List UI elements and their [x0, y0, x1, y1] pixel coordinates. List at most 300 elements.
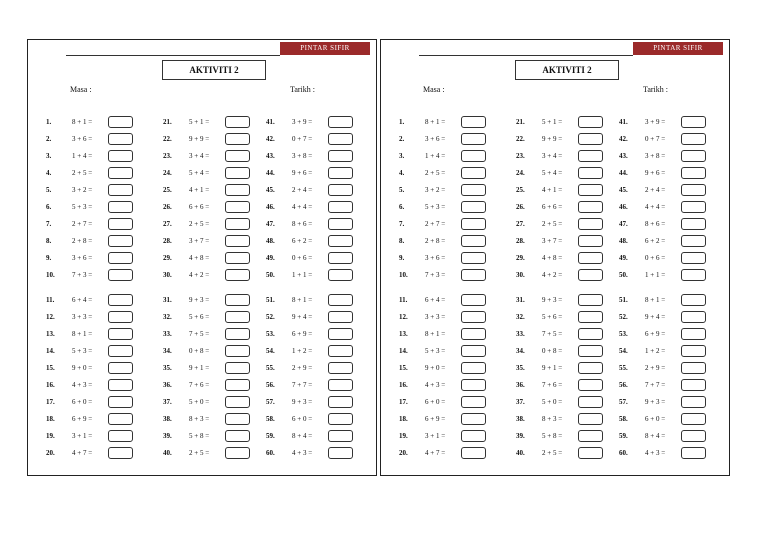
question-expression: 9 + 6 =	[645, 169, 666, 177]
answer-box[interactable]	[108, 345, 133, 357]
question-expression: 9 + 1 =	[189, 364, 210, 372]
answer-box[interactable]	[578, 133, 603, 145]
question-item	[516, 268, 603, 282]
question-expression: 2 + 9 =	[645, 364, 666, 372]
question-number: 27.	[163, 220, 172, 228]
answer-box[interactable]	[328, 252, 353, 264]
answer-box[interactable]	[681, 413, 706, 425]
question-expression: 3 + 6 =	[425, 135, 446, 143]
answer-box[interactable]	[461, 235, 486, 247]
question-number: 17.	[46, 398, 55, 406]
question-item	[399, 234, 486, 248]
question-number: 11.	[399, 296, 408, 304]
answer-box[interactable]	[108, 294, 133, 306]
brand-badge: PINTAR SIFIR	[633, 42, 723, 55]
answer-box[interactable]	[578, 396, 603, 408]
answer-box[interactable]	[461, 396, 486, 408]
question-expression: 2 + 5 =	[189, 220, 210, 228]
answer-box[interactable]	[461, 328, 486, 340]
question-item	[266, 310, 353, 324]
answer-box[interactable]	[225, 269, 250, 281]
question-number: 49.	[619, 254, 628, 262]
answer-box[interactable]	[225, 447, 250, 459]
question-item	[46, 200, 133, 214]
question-item	[399, 293, 486, 307]
answer-box[interactable]	[578, 269, 603, 281]
answer-box[interactable]	[328, 235, 353, 247]
answer-box[interactable]	[681, 150, 706, 162]
question-number: 32.	[163, 313, 172, 321]
question-item	[619, 217, 706, 231]
question-item	[266, 234, 353, 248]
answer-box[interactable]	[461, 311, 486, 323]
answer-box[interactable]	[225, 413, 250, 425]
question-item	[163, 429, 250, 443]
answer-box[interactable]	[461, 201, 486, 213]
question-expression: 7 + 6 =	[189, 381, 210, 389]
answer-box[interactable]	[578, 447, 603, 459]
question-number: 34.	[516, 347, 525, 355]
question-expression: 3 + 6 =	[72, 135, 93, 143]
answer-box[interactable]	[225, 252, 250, 264]
question-expression: 0 + 8 =	[542, 347, 563, 355]
answer-box[interactable]	[225, 396, 250, 408]
question-item	[399, 395, 486, 409]
answer-box[interactable]	[225, 201, 250, 213]
answer-box[interactable]	[578, 362, 603, 374]
question-item	[163, 395, 250, 409]
answer-box[interactable]	[461, 379, 486, 391]
question-expression: 8 + 4 =	[645, 432, 666, 440]
answer-box[interactable]	[225, 150, 250, 162]
answer-box[interactable]	[681, 235, 706, 247]
question-number: 2.	[46, 135, 52, 143]
question-expression: 5 + 3 =	[425, 347, 446, 355]
question-expression: 7 + 7 =	[292, 381, 313, 389]
question-number: 23.	[163, 152, 172, 160]
answer-box[interactable]	[578, 150, 603, 162]
question-item	[163, 183, 250, 197]
question-number: 47.	[266, 220, 275, 228]
answer-box[interactable]	[328, 201, 353, 213]
answer-box[interactable]	[578, 311, 603, 323]
answer-box[interactable]	[681, 362, 706, 374]
question-number: 46.	[619, 203, 628, 211]
question-number: 5.	[46, 186, 52, 194]
answer-box[interactable]	[108, 184, 133, 196]
answer-box[interactable]	[461, 150, 486, 162]
answer-box[interactable]	[328, 311, 353, 323]
question-expression: 0 + 8 =	[189, 347, 210, 355]
answer-box[interactable]	[225, 430, 250, 442]
answer-box[interactable]	[578, 345, 603, 357]
question-expression: 8 + 1 =	[645, 296, 666, 304]
answer-box[interactable]	[225, 294, 250, 306]
question-number: 52.	[266, 313, 275, 321]
answer-box[interactable]	[328, 167, 353, 179]
question-expression: 2 + 7 =	[72, 220, 93, 228]
answer-box[interactable]	[328, 328, 353, 340]
answer-box[interactable]	[108, 167, 133, 179]
question-item	[266, 412, 353, 426]
answer-box[interactable]	[225, 328, 250, 340]
answer-box[interactable]	[461, 184, 486, 196]
answer-box[interactable]	[225, 345, 250, 357]
question-item	[399, 251, 486, 265]
question-number: 39.	[516, 432, 525, 440]
answer-box[interactable]	[108, 311, 133, 323]
answer-box[interactable]	[578, 328, 603, 340]
question-item	[399, 327, 486, 341]
question-item	[619, 132, 706, 146]
question-number: 20.	[46, 449, 55, 457]
question-item	[46, 344, 133, 358]
question-item	[399, 132, 486, 146]
answer-box[interactable]	[578, 430, 603, 442]
answer-box[interactable]	[578, 167, 603, 179]
answer-box[interactable]	[108, 218, 133, 230]
answer-box[interactable]	[681, 328, 706, 340]
question-item	[619, 395, 706, 409]
answer-box[interactable]	[578, 379, 603, 391]
question-expression: 3 + 1 =	[72, 432, 93, 440]
answer-box[interactable]	[108, 116, 133, 128]
question-expression: 6 + 2 =	[292, 237, 313, 245]
answer-box[interactable]	[108, 396, 133, 408]
question-item	[399, 412, 486, 426]
answer-box[interactable]	[461, 252, 486, 264]
answer-box[interactable]	[225, 235, 250, 247]
answer-box[interactable]	[461, 116, 486, 128]
question-expression: 9 + 3 =	[645, 398, 666, 406]
question-number: 12.	[399, 313, 408, 321]
question-expression: 6 + 4 =	[72, 296, 93, 304]
answer-box[interactable]	[461, 345, 486, 357]
answer-box[interactable]	[681, 269, 706, 281]
question-number: 33.	[163, 330, 172, 338]
answer-box[interactable]	[225, 184, 250, 196]
answer-box[interactable]	[108, 150, 133, 162]
answer-box[interactable]	[681, 396, 706, 408]
question-expression: 1 + 2 =	[645, 347, 666, 355]
answer-box[interactable]	[681, 218, 706, 230]
answer-box[interactable]	[328, 133, 353, 145]
answer-box[interactable]	[681, 447, 706, 459]
question-number: 59.	[619, 432, 628, 440]
question-expression: 7 + 7 =	[645, 381, 666, 389]
answer-box[interactable]	[461, 269, 486, 281]
question-expression: 0 + 7 =	[292, 135, 313, 143]
question-expression: 4 + 7 =	[425, 449, 446, 457]
brand-badge: PINTAR SIFIR	[280, 42, 370, 55]
question-expression: 9 + 4 =	[645, 313, 666, 321]
question-item	[266, 115, 353, 129]
question-number: 49.	[266, 254, 275, 262]
question-number: 36.	[516, 381, 525, 389]
question-expression: 5 + 0 =	[189, 398, 210, 406]
question-item	[399, 183, 486, 197]
question-expression: 8 + 1 =	[292, 296, 313, 304]
question-item	[46, 251, 133, 265]
question-item	[163, 166, 250, 180]
question-number: 9.	[46, 254, 52, 262]
answer-box[interactable]	[225, 379, 250, 391]
answer-box[interactable]	[681, 133, 706, 145]
question-number: 24.	[163, 169, 172, 177]
answer-box[interactable]	[681, 167, 706, 179]
question-expression: 2 + 5 =	[189, 449, 210, 457]
question-expression: 2 + 8 =	[425, 237, 446, 245]
answer-box[interactable]	[328, 269, 353, 281]
question-expression: 4 + 8 =	[542, 254, 563, 262]
answer-box[interactable]	[108, 413, 133, 425]
question-expression: 5 + 6 =	[189, 313, 210, 321]
question-number: 7.	[399, 220, 405, 228]
question-expression: 3 + 9 =	[292, 118, 313, 126]
answer-box[interactable]	[108, 269, 133, 281]
answer-box[interactable]	[461, 167, 486, 179]
question-number: 41.	[266, 118, 275, 126]
tarikh-label: Tarikh :	[290, 85, 315, 94]
question-item	[163, 310, 250, 324]
answer-box[interactable]	[328, 184, 353, 196]
question-number: 45.	[619, 186, 628, 194]
question-number: 40.	[516, 449, 525, 457]
question-item	[266, 166, 353, 180]
question-number: 48.	[266, 237, 275, 245]
answer-box[interactable]	[461, 447, 486, 459]
question-number: 9.	[399, 254, 405, 262]
question-expression: 4 + 3 =	[425, 381, 446, 389]
question-expression: 4 + 4 =	[645, 203, 666, 211]
question-item	[46, 310, 133, 324]
answer-box[interactable]	[108, 447, 133, 459]
answer-box[interactable]	[578, 252, 603, 264]
question-item	[619, 234, 706, 248]
question-item	[46, 327, 133, 341]
question-item	[163, 217, 250, 231]
question-expression: 7 + 3 =	[72, 271, 93, 279]
answer-box[interactable]	[328, 150, 353, 162]
question-number: 1.	[46, 118, 52, 126]
question-item	[163, 149, 250, 163]
answer-box[interactable]	[108, 430, 133, 442]
question-number: 1.	[399, 118, 405, 126]
answer-box[interactable]	[681, 379, 706, 391]
question-number: 3.	[46, 152, 52, 160]
question-item	[619, 429, 706, 443]
question-item	[163, 412, 250, 426]
answer-box[interactable]	[681, 430, 706, 442]
question-item	[619, 412, 706, 426]
answer-box[interactable]	[328, 413, 353, 425]
answer-box[interactable]	[578, 218, 603, 230]
answer-box[interactable]	[328, 116, 353, 128]
answer-box[interactable]	[578, 413, 603, 425]
question-number: 3.	[399, 152, 405, 160]
answer-box[interactable]	[108, 201, 133, 213]
question-expression: 6 + 9 =	[645, 330, 666, 338]
answer-box[interactable]	[681, 184, 706, 196]
answer-box[interactable]	[225, 133, 250, 145]
question-expression: 6 + 0 =	[292, 415, 313, 423]
answer-box[interactable]	[225, 311, 250, 323]
answer-box[interactable]	[328, 396, 353, 408]
question-item	[46, 395, 133, 409]
question-item	[163, 293, 250, 307]
question-expression: 5 + 4 =	[189, 169, 210, 177]
question-item	[163, 200, 250, 214]
question-number: 36.	[163, 381, 172, 389]
question-number: 8.	[46, 237, 52, 245]
answer-box[interactable]	[681, 345, 706, 357]
answer-box[interactable]	[461, 430, 486, 442]
answer-box[interactable]	[461, 218, 486, 230]
question-number: 38.	[516, 415, 525, 423]
question-item	[266, 327, 353, 341]
question-number: 13.	[399, 330, 408, 338]
question-expression: 6 + 0 =	[72, 398, 93, 406]
answer-box[interactable]	[578, 235, 603, 247]
answer-box[interactable]	[225, 362, 250, 374]
question-expression: 4 + 2 =	[542, 271, 563, 279]
answer-box[interactable]	[461, 413, 486, 425]
question-item	[516, 310, 603, 324]
answer-box[interactable]	[578, 116, 603, 128]
question-item	[516, 344, 603, 358]
question-number: 38.	[163, 415, 172, 423]
answer-box[interactable]	[681, 311, 706, 323]
question-item	[163, 361, 250, 375]
question-expression: 9 + 3 =	[292, 398, 313, 406]
question-item	[516, 115, 603, 129]
question-number: 11.	[46, 296, 55, 304]
answer-box[interactable]	[108, 235, 133, 247]
answer-box[interactable]	[681, 116, 706, 128]
question-number: 58.	[266, 415, 275, 423]
question-item	[516, 412, 603, 426]
question-item	[516, 395, 603, 409]
question-number: 35.	[163, 364, 172, 372]
answer-box[interactable]	[225, 167, 250, 179]
answer-box[interactable]	[461, 133, 486, 145]
question-number: 44.	[266, 169, 275, 177]
answer-box[interactable]	[461, 362, 486, 374]
question-item	[266, 217, 353, 231]
answer-box[interactable]	[681, 294, 706, 306]
answer-box[interactable]	[578, 294, 603, 306]
question-item	[266, 251, 353, 265]
question-number: 20.	[399, 449, 408, 457]
question-item	[399, 268, 486, 282]
question-item	[46, 429, 133, 443]
question-number: 59.	[266, 432, 275, 440]
question-item	[163, 132, 250, 146]
question-expression: 7 + 3 =	[425, 271, 446, 279]
header-rule	[66, 55, 280, 56]
question-expression: 3 + 8 =	[645, 152, 666, 160]
question-number: 4.	[46, 169, 52, 177]
question-number: 50.	[619, 271, 628, 279]
question-number: 52.	[619, 313, 628, 321]
question-number: 35.	[516, 364, 525, 372]
question-expression: 3 + 6 =	[72, 254, 93, 262]
question-number: 44.	[619, 169, 628, 177]
question-number: 2.	[399, 135, 405, 143]
question-number: 26.	[163, 203, 172, 211]
question-number: 23.	[516, 152, 525, 160]
question-expression: 4 + 3 =	[645, 449, 666, 457]
question-item	[163, 251, 250, 265]
question-number: 40.	[163, 449, 172, 457]
answer-box[interactable]	[461, 294, 486, 306]
answer-box[interactable]	[681, 252, 706, 264]
question-number: 55.	[619, 364, 628, 372]
question-expression: 9 + 0 =	[425, 364, 446, 372]
question-number: 13.	[46, 330, 55, 338]
question-expression: 1 + 2 =	[292, 347, 313, 355]
question-item	[619, 251, 706, 265]
question-expression: 2 + 5 =	[425, 169, 446, 177]
question-item	[266, 344, 353, 358]
question-expression: 2 + 9 =	[292, 364, 313, 372]
answer-box[interactable]	[328, 362, 353, 374]
answer-box[interactable]	[578, 201, 603, 213]
question-expression: 9 + 3 =	[189, 296, 210, 304]
question-item	[619, 344, 706, 358]
question-expression: 5 + 3 =	[72, 203, 93, 211]
answer-box[interactable]	[108, 252, 133, 264]
question-expression: 7 + 5 =	[542, 330, 563, 338]
question-number: 57.	[619, 398, 628, 406]
answer-box[interactable]	[108, 133, 133, 145]
question-item	[619, 166, 706, 180]
answer-box[interactable]	[328, 430, 353, 442]
answer-box[interactable]	[681, 201, 706, 213]
question-item	[399, 344, 486, 358]
question-number: 27.	[516, 220, 525, 228]
question-item	[619, 115, 706, 129]
question-item	[516, 293, 603, 307]
question-item	[619, 310, 706, 324]
question-expression: 9 + 9 =	[189, 135, 210, 143]
question-number: 43.	[619, 152, 628, 160]
answer-box[interactable]	[225, 116, 250, 128]
answer-box[interactable]	[328, 345, 353, 357]
question-expression: 5 + 1 =	[189, 118, 210, 126]
tarikh-label: Tarikh :	[643, 85, 668, 94]
question-number: 28.	[516, 237, 525, 245]
question-item	[399, 446, 486, 460]
question-item	[619, 361, 706, 375]
question-item	[399, 149, 486, 163]
question-item	[516, 200, 603, 214]
answer-box[interactable]	[108, 362, 133, 374]
question-number: 29.	[516, 254, 525, 262]
answer-box[interactable]	[328, 218, 353, 230]
answer-box[interactable]	[328, 379, 353, 391]
answer-box[interactable]	[225, 218, 250, 230]
question-number: 25.	[163, 186, 172, 194]
question-number: 37.	[163, 398, 172, 406]
answer-box[interactable]	[328, 447, 353, 459]
question-number: 5.	[399, 186, 405, 194]
question-expression: 3 + 3 =	[72, 313, 93, 321]
answer-box[interactable]	[328, 294, 353, 306]
answer-box[interactable]	[578, 184, 603, 196]
answer-box[interactable]	[108, 379, 133, 391]
answer-box[interactable]	[108, 328, 133, 340]
